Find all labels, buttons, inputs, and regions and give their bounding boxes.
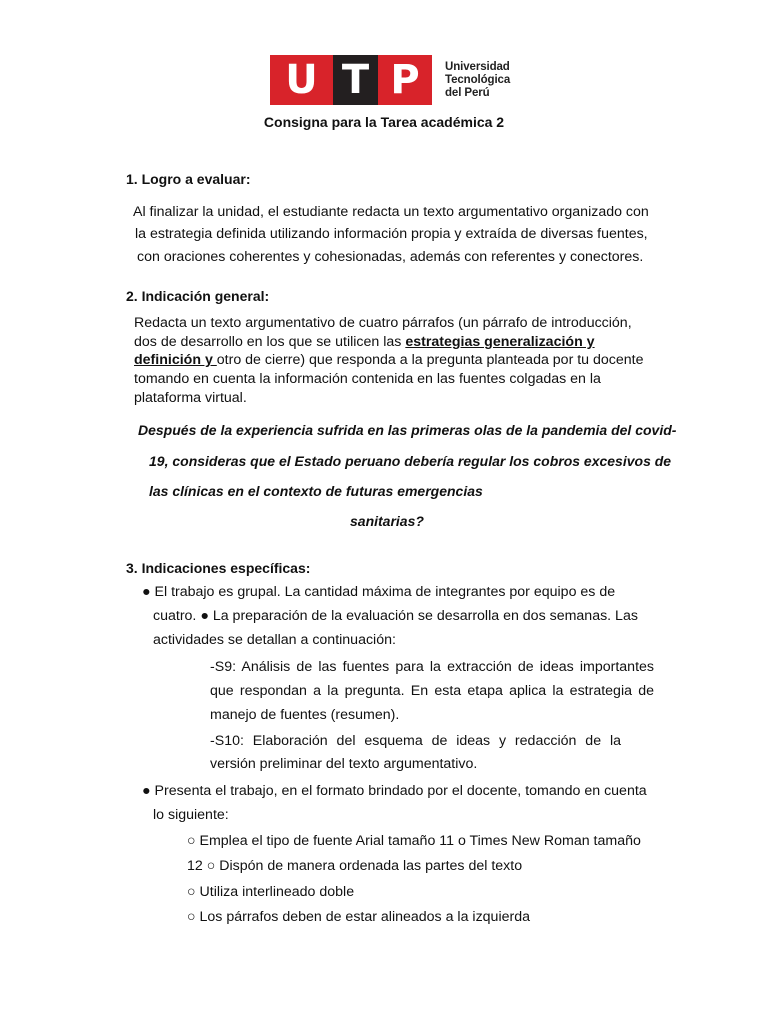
question-line: sanitarias? [350,513,424,529]
section2-heading: 2. Indicación general: [126,288,270,304]
logo-name-line: Universidad [445,61,510,73]
bullet2-line: lo siguiente: [153,807,229,823]
s9-line: manejo de fuentes (resumen). [210,707,400,723]
logo-letter-u: U [285,57,318,103]
section2-line [134,334,595,350]
section1-heading: 1. Logro a evaluar: [126,171,251,187]
logo-letter-t: T [341,57,370,103]
definition-emphasis: definición y [134,352,217,368]
format-rule-line: ○ Los párrafos deben de estar alineados a la izquierda [187,909,530,925]
section2-line-text: dos de desarrollo en los que se utilicen las [134,334,406,350]
bullet2-line: ● Presenta el trabajo, en el formato brindado por el docente, tomando en cuenta [142,783,647,799]
s10-line: -S10: Elaboración del esquema de ideas y redacción de la [210,733,621,749]
logo-box-p [378,55,432,105]
question-line: Después de la experiencia sufrida en las primeras olas de la pandemia del covid- [138,422,677,438]
section3-heading: 3. Indicaciones específicas: [126,560,311,576]
s9-line: -S9: Análisis de las fuentes para la extracción de ideas importantes [210,659,654,675]
section2-line [134,352,644,368]
logo-letter-p: P [390,57,420,103]
logo-box-u [270,55,333,105]
question-line: las clínicas en el contexto de futuras emergencias [149,483,483,499]
section1-line: la estrategia definida utilizando información propia y extraída de diversas fuentes, [135,226,648,242]
section2-line: Redacta un texto argumentativo de cuatro párrafos (un párrafo de introducción, [134,315,632,331]
logo-box-t [333,55,378,105]
bullet1-line: ● El trabajo es grupal. La cantidad máxima de integrantes por equipo es de [142,584,616,600]
document-title: Consigna para la Tarea académica 2 [263,114,505,130]
section2-line: tomando en cuenta la información contenida en las fuentes colgadas en la [134,371,601,387]
logo-university-name [445,61,510,100]
format-rule-line: 12 ○ Dispón de manera ordenada las partes del texto [187,858,523,874]
bullet1-line: cuatro. ● La preparación de la evaluación se desarrolla en dos semanas. Las [153,608,638,624]
question-line: 19, consideras que el Estado peruano debería regular los cobros excesivos de [149,453,672,469]
utp-logo [270,55,520,107]
section2-line: plataforma virtual. [134,390,247,406]
format-rule-line: ○ Utiliza interlineado doble [187,884,355,900]
bullet1-line: actividades se detallan a continuación: [153,632,396,648]
s9-line: que respondan a la pregunta. En esta etapa aplica la estrategia de [210,683,654,699]
logo-name-line: del Perú [445,87,490,99]
section2-line-text: otro de cierre) que responda a la pregunta planteada por tu docente [216,352,644,368]
s10-line: versión preliminar del texto argumentativo. [210,756,478,772]
format-rule-line: ○ Emplea el tipo de fuente Arial tamaño 11 o Times New Roman tamaño [187,833,641,849]
section1-line: con oraciones coherentes y cohesionadas, además con referentes y conectores. [137,249,644,265]
strategies-emphasis: estrategias generalización y [405,334,595,350]
logo-name-line: Tecnológica [445,74,511,86]
section1-line: Al finalizar la unidad, el estudiante redacta un texto argumentativo organizado con [133,204,649,220]
